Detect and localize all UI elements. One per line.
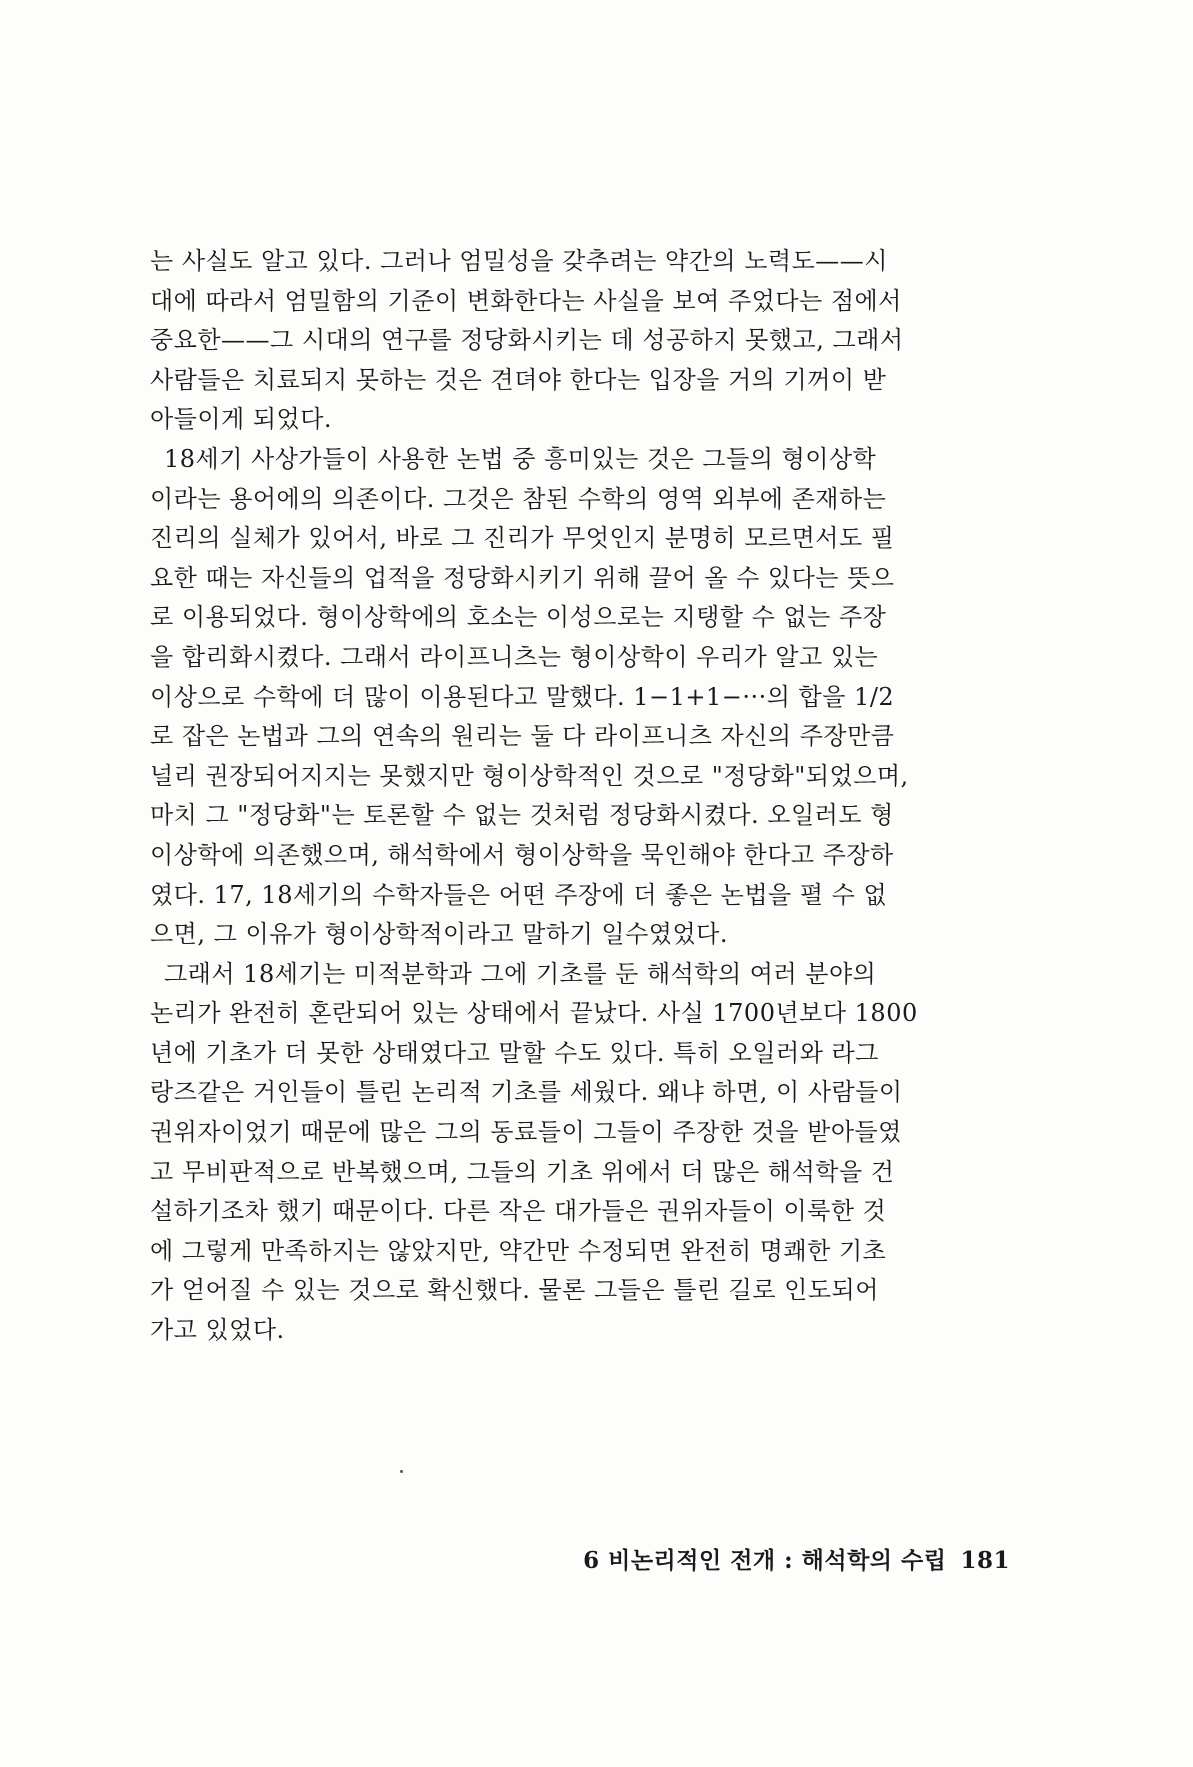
paragraph-start-line: 18세기 사상가들이 사용한 논법 중 흥미있는 것은 그들의 형이상학 — [164, 444, 877, 473]
text-line: 에 그렇게 만족하지는 않았지만, 약간만 수정되면 완전히 명쾌한 기초 — [150, 1236, 887, 1265]
paragraph-start-line: 그래서 18세기는 미적분학과 그에 기초를 둔 해석학의 여러 분야의 — [164, 959, 877, 988]
text-line: 이상으로 수학에 더 많이 이용된다고 말했다. 1−1+1−···의 합을 1/2 — [150, 682, 895, 711]
text-line: 마치 그 "정당화"는 토론할 수 없는 것처럼 정당화시켰다. 오일러도 형 — [150, 801, 894, 830]
text-line: 로 잡은 논법과 그의 연속의 원리는 둘 다 라이프니츠 자신의 주장만큼 — [150, 722, 895, 751]
body-text — [150, 242, 1010, 1351]
text-line: 으면, 그 이유가 형이상학적이라고 말하기 일수였었다. — [150, 920, 728, 949]
running-title: 6 비논리적인 전개 : 해석학의 수립 — [583, 1547, 947, 1574]
text-line: 로 이용되었다. 형이상학에의 호소는 이성으로는 지탱할 수 없는 주장 — [150, 603, 887, 632]
page-number: 181 — [960, 1547, 1010, 1574]
text-line: 대에 따라서 엄밀함의 기준이 변화한다는 사실을 보여 주었다는 점에서 — [150, 286, 902, 315]
text-line: 진리의 실체가 있어서, 바로 그 진리가 무엇인지 분명히 모르면서도 필 — [150, 524, 895, 553]
text-line: 사람들은 치료되지 못하는 것은 견뎌야 한다는 입장을 거의 기꺼이 받 — [150, 365, 887, 394]
text-line: 중요한——그 시대의 연구를 정당화시키는 데 성공하지 못했고, 그래서 — [150, 326, 904, 355]
text-line: 아들이게 되었다. — [150, 405, 333, 434]
text-line: 랑즈같은 거인들이 틀린 논리적 기초를 세웠다. 왜냐 하면, 이 사람들이 — [150, 1078, 903, 1107]
text-line: 는 사실도 알고 있다. 그러나 엄밀성을 갖추려는 약간의 노력도——시 — [150, 247, 888, 275]
text-line: 논리가 완전히 혼란되어 있는 상태에서 끝났다. 사실 1700년보다 1800 — [150, 999, 918, 1028]
text-line: 설하기조차 했기 때문이다. 다른 작은 대가들은 권위자들이 이룩한 것 — [150, 1197, 887, 1226]
text-line: 을 합리화시켰다. 그래서 라이프니츠는 형이상학이 우리가 알고 있는 — [150, 642, 879, 671]
text-line: 이상학에 의존했으며, 해석학에서 형이상학을 묵인해야 한다고 주장하 — [150, 840, 894, 869]
text-line: 널리 권장되어지지는 못했지만 형이상학적인 것으로 "정당화"되었으며, — [150, 761, 909, 790]
text-line: 였다. 17, 18세기의 수학자들은 어떤 주장에 더 좋은 논법을 펼 수 없 — [150, 880, 888, 909]
print-speck — [400, 1470, 403, 1473]
text-line: 가고 있었다. — [150, 1316, 285, 1345]
text-line: 년에 기초가 더 못한 상태였다고 말할 수도 있다. 특히 오일러와 라그 — [150, 1038, 879, 1067]
text-line: 이라는 용어에의 의존이다. 그것은 참된 수학의 영역 외부에 존재하는 — [150, 484, 887, 513]
text-line: 요한 때는 자신들의 업적을 정당화시키기 위해 끌어 올 수 있다는 뜻으 — [150, 563, 895, 592]
page-footer — [0, 1542, 1010, 1575]
text-line: 권위자이었기 때문에 많은 그의 동료들이 그들이 주장한 것을 받아들였 — [150, 1118, 902, 1147]
text-line: 가 얻어질 수 있는 것으로 확신했다. 물론 그들은 틀린 길로 인도되어 — [150, 1276, 879, 1305]
text-line: 고 무비판적으로 반복했으며, 그들의 기초 위에서 더 많은 해석학을 건 — [150, 1157, 895, 1186]
